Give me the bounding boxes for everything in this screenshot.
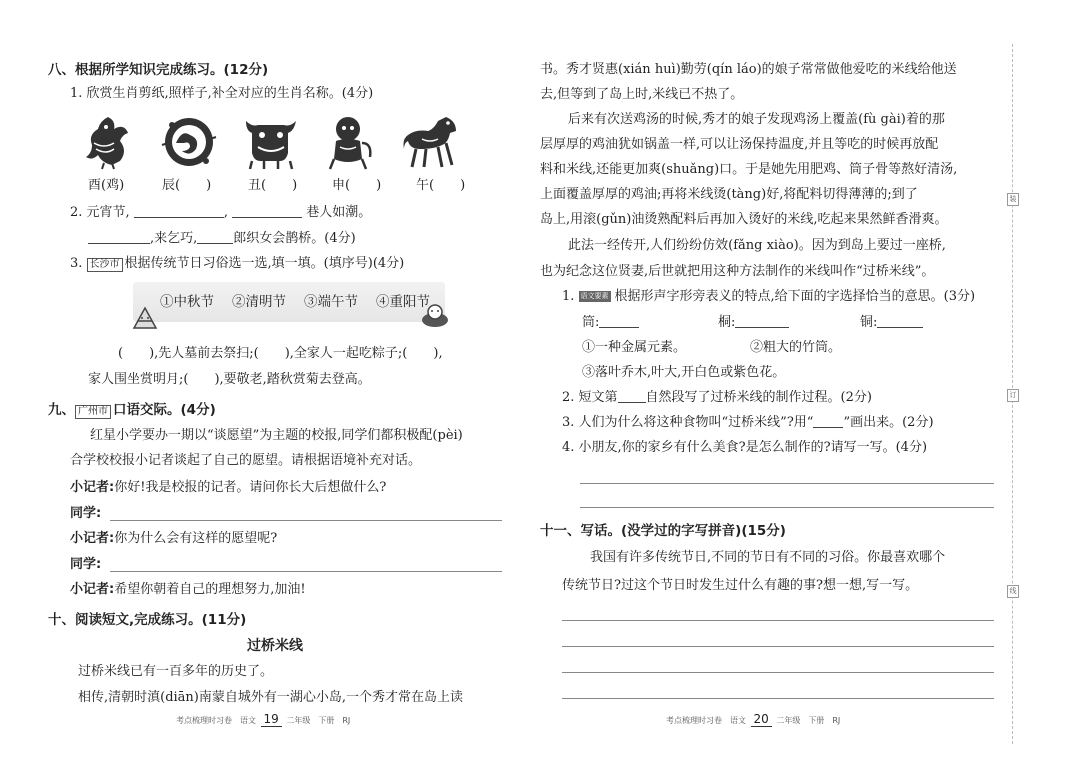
speaker-reporter: 小记者: xyxy=(70,531,115,546)
q4-answer-line-1[interactable] xyxy=(580,483,994,484)
story-line-2: 相传,清朝时滇(diān)南蒙自城外有一湖心小岛,一个秀才常在岛上读 xyxy=(78,690,464,705)
q2-blank-2[interactable] xyxy=(232,203,302,218)
q2-prefix: 2. 元宵节, xyxy=(70,205,130,220)
char-answer-2[interactable] xyxy=(735,313,789,328)
option-qingming: ②清明节 xyxy=(232,294,286,310)
left-footer: 考点梳理时习卷 语文 19 二年级 下册 RJ xyxy=(176,712,351,726)
rooster-papercut-icon xyxy=(78,113,140,171)
speaker-student: 同学: xyxy=(70,506,102,521)
paragraph-number-blank[interactable] xyxy=(618,388,646,403)
story-line-4: 去,但等到了岛上时,米线已不热了。 xyxy=(540,87,744,102)
q3-number: 3. xyxy=(70,256,87,271)
speaker-reporter: 小记者: xyxy=(70,480,115,495)
binding-mark-3: 线 xyxy=(1007,585,1019,598)
section-8-title: 八、根据所学知识完成练习。(12分) xyxy=(48,62,269,78)
story-line-3: 书。秀才贤惠(xián huì)勤劳(qín láo)的娘子常常做他爱吃的米线给他送 xyxy=(540,62,957,77)
s8-q3 xyxy=(70,254,404,274)
section-9-title: 九、 广州市 口语交际。(4分) xyxy=(48,402,216,418)
story-line-10: 此法一经传开,人们纷纷仿效(fǎng xiào)。因为到岛上要过一座桥, xyxy=(568,238,946,253)
monkey-papercut-icon xyxy=(322,113,374,171)
char-answer-3[interactable] xyxy=(877,313,923,328)
char-tong-copper: 铜: xyxy=(860,313,923,333)
s8-q3-answer-line2[interactable]: 家人围坐赏明月;( ),要敬老,踏秋赏菊去登高。 xyxy=(88,372,371,387)
writing-line-4[interactable] xyxy=(562,698,994,699)
q3-text: 根据传统节日习俗选一选,填一填。(填序号)(4分) xyxy=(124,256,405,271)
s11-prompt-line2: 传统节日?过这个节日时发生过什么有趣的事?想一想,写一写。 xyxy=(562,578,919,593)
dialogue-line-3: 小记者:你为什么会有这样的愿望呢? xyxy=(70,531,278,546)
r-q2: 2. 短文第 自然段写了过桥米线的制作过程。(2分) xyxy=(562,390,872,405)
writing-line-3[interactable] xyxy=(562,672,994,673)
dialogue-line-1: 小记者:你好!我是校报的记者。请问你长大后想做什么? xyxy=(70,480,387,495)
underline-sample xyxy=(813,414,843,428)
story-line-8: 上面覆盖厚厚的鸡油;再将米线烫(tàng)好,将配料切得薄薄的;到了 xyxy=(540,187,918,202)
meaning-1: ①一种金属元素。 xyxy=(582,340,687,355)
answer-line-1[interactable] xyxy=(110,520,502,521)
page-number: 19 xyxy=(261,712,282,727)
right-footer: 考点梳理时习卷 语文 20 二年级 下册 RJ xyxy=(666,712,841,726)
s8-q3-answer-line1[interactable]: ( ),先人墓前去祭扫;( ),全家人一起吃粽子;( ), xyxy=(118,346,443,361)
dialogue-line-5: 小记者:希望你朝着自己的理想努力,加油! xyxy=(70,582,306,597)
region-tag-changsha: 长沙市 xyxy=(87,258,123,272)
q2-comma: , xyxy=(223,205,228,220)
story-line-9: 岛上,用滚(gǔn)油烫熟配料后再加入烫好的米线,吃起来果然鲜香滑爽。 xyxy=(540,212,948,227)
writing-line-2[interactable] xyxy=(562,646,994,647)
right-page xyxy=(540,0,1080,764)
s8-q2-line2 xyxy=(88,229,356,249)
char-tong-tree: 桐: xyxy=(718,313,789,333)
writing-line-1[interactable] xyxy=(562,620,994,621)
zodiac-label-monkey[interactable]: 申( ) xyxy=(332,178,382,193)
char-answer-1[interactable] xyxy=(599,313,639,328)
speaker-reporter: 小记者: xyxy=(70,582,115,597)
s11-prompt-line1: 我国有许多传统节日,不同的节日有不同的习俗。你最喜欢哪个 xyxy=(590,550,946,565)
meaning-2: ②粗大的竹筒。 xyxy=(750,340,842,355)
option-double-ninth: ④重阳节 xyxy=(376,294,430,310)
s9-intro-line1: 红星小学要办一期以“谈愿望”为主题的校报,同学们都积极配(pèi) xyxy=(90,428,463,443)
story-title: 过桥米线 xyxy=(247,638,303,654)
s9-intro-line2: 合学校校报小记者谈起了自己的愿望。请根据语境补充对话。 xyxy=(70,453,422,468)
zongzi-icon xyxy=(130,306,160,330)
q2-blank-1[interactable] xyxy=(134,203,224,218)
region-tag-guangzhou: 广州市 xyxy=(75,405,111,419)
zodiac-label-horse[interactable]: 午( ) xyxy=(416,178,466,193)
q2-line1-end: 巷人如潮。 xyxy=(306,205,372,220)
zodiac-label-rooster: 酉(鸡) xyxy=(88,178,125,193)
answer-line-2[interactable] xyxy=(110,571,502,572)
story-line-11: 也为纪念这位贤妻,后世就把用这种方法制作的米线叫作“过桥米线”。 xyxy=(540,264,935,279)
story-line-6: 层厚厚的鸡油犹如锅盖一样,可以让汤保持温度,并且等吃的时候再放配 xyxy=(540,137,939,152)
binding-mark-2: 订 xyxy=(1007,389,1019,402)
horse-papercut-icon xyxy=(402,113,464,171)
page-number: 20 xyxy=(751,712,772,727)
zodiac-label-ox[interactable]: 丑( ) xyxy=(248,178,298,193)
s8-q2-line1 xyxy=(70,203,371,223)
option-dragon-boat: ③端午节 xyxy=(304,294,358,310)
s8-q1: 1. 欣赏生肖剪纸,照样子,补全对应的生肖名称。(4分) xyxy=(70,86,374,101)
story-line-7: 料和米线,还能更加爽(shuǎng)口。于是她先用肥鸡、筒子骨等熬好清汤, xyxy=(540,162,958,177)
speaker-student: 同学: xyxy=(70,557,102,572)
ox-papercut-icon xyxy=(238,113,304,171)
dragon-papercut-icon xyxy=(158,113,220,171)
r-q1: 1. 语文要素 根据形声字形旁表义的特点,给下面的字选择恰当的意思。(3分) xyxy=(562,289,976,304)
story-line-1: 过桥米线已有一百多年的历史了。 xyxy=(78,664,274,679)
q2-blank-3[interactable] xyxy=(88,229,150,244)
section-11-title: 十一、写话。(没学过的字写拼音)(15分) xyxy=(540,523,786,539)
option-mid-autumn: ①中秋节 xyxy=(160,294,214,310)
r-q3: 3. 人们为什么将这种食物叫“过桥米线”?用“ ”画出来。(2分) xyxy=(562,415,934,430)
q4-answer-line-2[interactable] xyxy=(580,507,994,508)
story-line-5: 后来有次送鸡汤的时候,秀才的娘子发现鸡汤上覆盖(fù gài)着的那 xyxy=(568,112,945,127)
q2-blank-4[interactable] xyxy=(197,229,233,244)
literacy-tag: 语文要素 xyxy=(580,292,609,300)
q2-line2-end: 郎织女会鹊桥。(4分) xyxy=(233,231,356,246)
zodiac-label-dragon[interactable]: 辰( ) xyxy=(162,178,212,193)
meaning-3: ③落叶乔木,叶大,开白色或紫色花。 xyxy=(582,365,786,380)
q2-line2-mid: ,来乞巧, xyxy=(150,231,198,246)
r-q4: 4. 小朋友,你的家乡有什么美食?是怎么制作的?请写一写。(4分) xyxy=(562,440,928,455)
char-tong-bamboo: 筒: xyxy=(582,313,639,333)
binding-mark-1: 装 xyxy=(1007,193,1019,206)
section-10-title: 十、阅读短文,完成练习。(11分) xyxy=(48,612,247,628)
